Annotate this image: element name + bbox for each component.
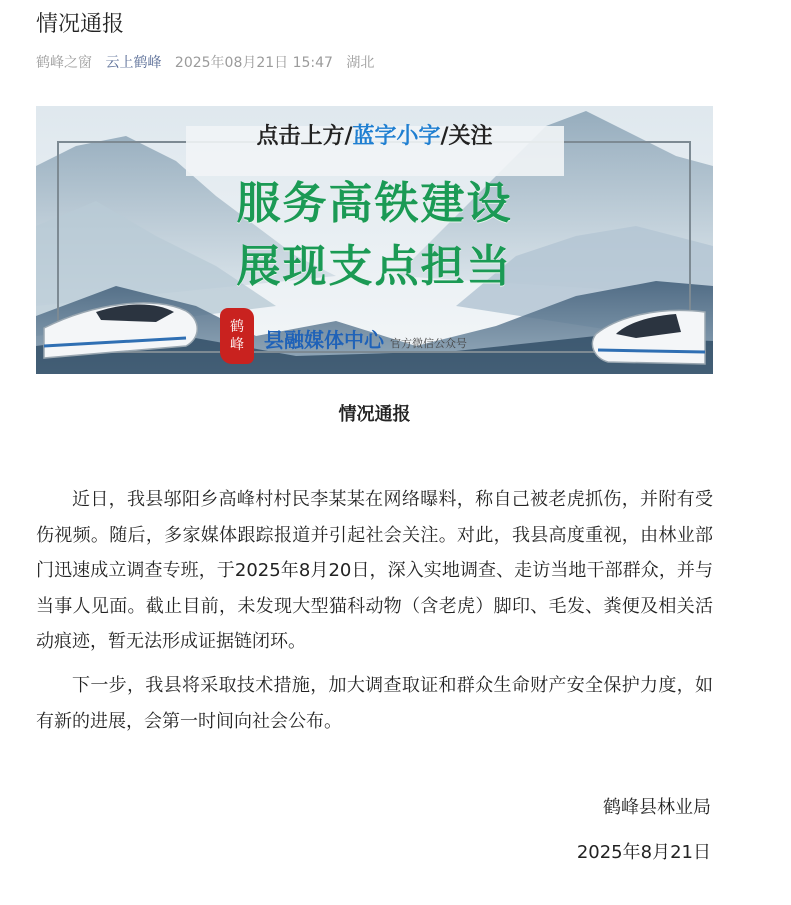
seal-logo — [220, 308, 254, 364]
banner-follow-highlight: 蓝字小字 — [352, 124, 441, 149]
banner-headline-2: 展现支点担当 — [236, 241, 513, 292]
banner-follow-prompt — [36, 122, 713, 152]
seal-char-2: 峰 — [230, 337, 244, 353]
signature-issuer: 鹤峰县林业局 — [603, 797, 711, 818]
banner-headline-1: 服务高铁建设 — [236, 178, 513, 229]
banner-org-name: 县融媒体中心 — [264, 328, 384, 352]
meta-location: 湖北 — [346, 55, 375, 71]
banner-follow-prefix: 点击上方/ — [256, 124, 353, 149]
paragraph-2: 下一步，我县将采取技术措施，加大调查取证和群众生命财产安全保护力度，如有新的进展，会第一时间向社会公布。 — [36, 675, 713, 732]
banner-follow-suffix: /关注 — [440, 124, 493, 149]
signature-date: 2025年8月21日 — [576, 842, 711, 863]
banner-org — [264, 326, 467, 358]
paragraph-1: 近日，我县邬阳乡高峰村村民李某某在网络曝料，称自己被老虎抓伤，并附有受伤视频。随后，多家媒体跟踪报道并引起社会关注。对此，我县高度重视，由林业部门迅速成立调查专班，于2025年8月20日，深入实地调查、走访当地干部群众，并与当事人见面。截止目前，未发现大型猫科动物（含老虎）脚印、毛发、粪便及相关活动痕迹，暂无法形成证据链闭环。 — [36, 489, 713, 652]
article-meta — [36, 53, 383, 73]
meta-account-link[interactable]: 云上鹤峰 — [105, 55, 162, 71]
meta-source: 鹤峰之窗 — [36, 55, 92, 71]
meta-datetime: 2025年08月21日 15:47 — [174, 55, 333, 71]
seal-char-1: 鹤 — [230, 319, 244, 335]
notice-heading: 情况通报 — [338, 404, 411, 425]
banner-org-sub: 官方微信公众号 — [390, 337, 467, 350]
article-title: 情况通报 — [36, 12, 125, 37]
